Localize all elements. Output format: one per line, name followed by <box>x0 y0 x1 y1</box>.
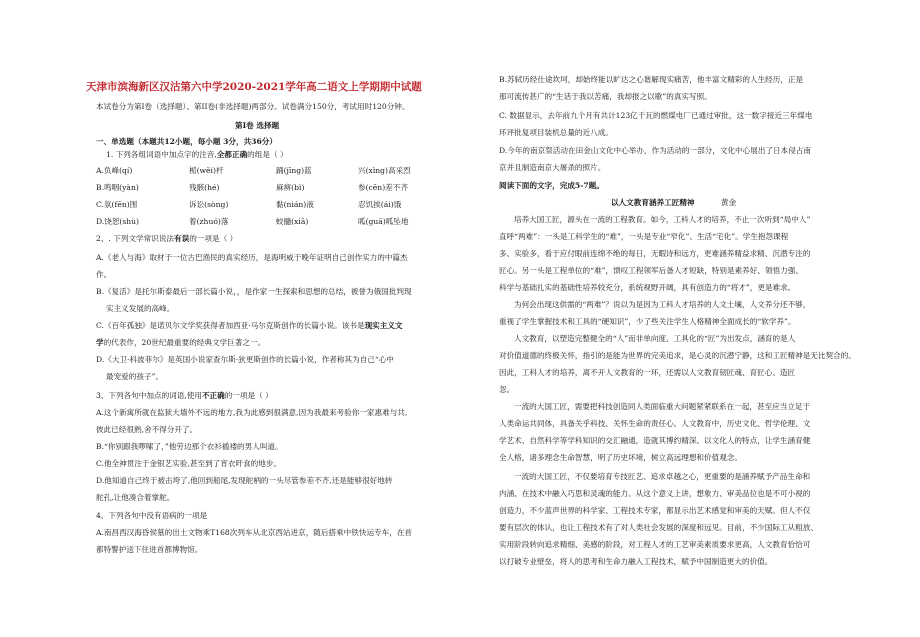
article-line: 培养大国工匠，源头在一流的工程教育。如今，工科人才的培养，不止一次听到“局中人” <box>514 215 811 224</box>
article-line: 以打破专业壁垒，将人的思考和生命力融入工程技术，赋予中国制造更大的价值。 <box>499 557 773 566</box>
q4-option-d[interactable]: D.今年的南京祭活动在田金山文化中心举办，作为活动的一部分，文化中心展出了日本侵占南 <box>499 146 811 155</box>
article-line: 一流的大国工匠，不仅要培育专技匠艺、追求卓越之心，更重要的是涵养赋予产品生命和 <box>514 472 811 481</box>
q2-stem: 2、. 下列文学常识说法有误的一项是（ ） <box>96 234 238 243</box>
article-line: 要有层次的体认，也让工程技术有了对人类社会发展的深度和远见。目前，不少国际工从粗放、 <box>499 523 818 532</box>
part1-heading: 第I卷 选择题 <box>235 121 280 130</box>
q1-option-c-word2: 诉讼(sòng) <box>189 200 229 209</box>
q4-option-c[interactable]: C. 数据显示，去年前九个月有共计123亿千瓦的燃煤电厂已通过审批，这一数字接近三年煤电 <box>499 111 813 120</box>
q1-stem: 1. 下列各组词语中加点字的注音,全都正确的组是（ ） <box>106 150 288 159</box>
article-line: 实用阶段转向追求精细、美感的阶段，对工程人才的工艺审美素质要求更高，人文教育恰恰可 <box>499 540 811 549</box>
q4-option-d-cont: 京并且制造南京大屠杀的照片。 <box>499 163 606 172</box>
q1-option-a-word3: 踊(jīng)蓝 <box>276 166 312 175</box>
q1-option-c[interactable]: C.氛(fēn)围 <box>96 200 138 209</box>
q4-option-a-cont: 都特警护送下住进首都博物馆。 <box>96 545 203 554</box>
q4-option-c-cont: 环评批复项目装机总量的近八成。 <box>499 128 613 137</box>
q2-option-c-cont: 学的代表作，20世纪最重要的经典文学巨著之一。 <box>96 338 266 347</box>
q1-option-a[interactable]: A.负峰(qí) <box>96 166 133 175</box>
q1-option-d-word2: 着(zhuó)落 <box>189 217 229 226</box>
q1-option-d[interactable]: D.饶恕(shù) <box>96 217 140 226</box>
article-line: 内涵、在技术中融入巧思和灵魂的能力。从这个意义上讲，想象力、审美品位也是不可小视的 <box>499 489 811 498</box>
article-title: 以人文教育涵养工匠精神 <box>611 198 695 207</box>
q1-option-b-word2: 残骸(hé) <box>189 183 220 192</box>
reading-instruction: 阅读下面的文字，完成5-7题。 <box>499 181 604 190</box>
q4-stem: 4、下列各句中没有语病的一项是 <box>96 511 208 520</box>
q3-option-c[interactable]: C.他全神贯注于金银艺实验,甚至到了宵衣旰食的地步。 <box>96 459 282 468</box>
q2-option-d-cont: 最宠爱的孩子”。 <box>106 372 164 381</box>
article-line: 人文教育，以塑造完整健全的“人”而非单向度、工具化的“匠”为出发点，涵育的是人 <box>514 334 796 343</box>
article-line: 学艺术、自然科学等学科知识的交汇融通，造就其博约精深、以文化人的特点，让学生涵育健 <box>499 436 811 445</box>
article-line: 直呼“两难”：一头是工科学生的“难”，一头是专业“窄化”、生活“宅化”。学生抱怨课程 <box>499 232 789 241</box>
article-line: 忽。 <box>499 385 515 394</box>
q2-option-d[interactable]: D.《大卫·科波菲尔》是英国小说家查尔斯·狄更斯创作的长篇小说，作者称其为自己“心中 <box>96 355 394 364</box>
q3-option-a[interactable]: A.这个新寓所就在监狱大墙外不远的地方,我为此感到很满意,因为我最来考验你一家惠难与共, <box>96 408 408 417</box>
q1-option-b-word3: 麻痹(bì) <box>276 183 305 192</box>
q1-option-c-word3: 黏(nián)液 <box>276 200 314 209</box>
q1-option-d-word4: 呱(guā)呱坠地 <box>358 217 409 226</box>
article-line: 科学与基础扎实的基础性培养较充分，系统视野开阔，具有创造力的“将才”，更是难求。 <box>499 283 796 292</box>
q3-option-a-cont: 彼此已经很熟,舍不得分开了。 <box>96 425 198 434</box>
article-line: 全人格，诸多理念生命智慧，明了历史坏境，树立高远理想和价值观念。 <box>499 453 742 462</box>
exam-intro: 本试卷分为第I卷（选择题）、第II卷(非选择题)两部分。试卷满分150分，考试用时120分钟。 <box>96 102 410 111</box>
article-line: 重视了学生掌握技术和工具的“硬知识”，少了些关注学生人格精神全面成长的“软学养”。 <box>499 317 796 326</box>
q1-option-b-word4: 参(cēn)差不齐 <box>358 183 408 192</box>
article-line: 多、实验多，看于应付眼前连绵不绝的每日，无暇诗和远方，更难涵养精益求精、沉潜专注的 <box>499 249 811 258</box>
section-heading: 一、单选题（本题共12小题，每小题 3分，共36分） <box>96 137 277 146</box>
page-title: 天津市滨海新区汉沽第六中学2020-2021学年高二语文上学期期中试题 <box>86 81 422 93</box>
q1-option-a-word2: 栀(wěi)杆 <box>189 166 224 175</box>
q2-option-b[interactable]: B.《复活》是托尔斯泰最后一部长篇小说，，是作家一生探索和思想的总结，被誉为俄国批判现 <box>96 287 412 296</box>
q2-option-a-cont: 作。 <box>96 270 112 279</box>
article-line: 为何会出现这供需的“两难”？说以为是因为工科人才培养的人文土壤，人文养分还不够， <box>514 300 811 309</box>
q1-option-d-word3: 蛟髓(xiā) <box>276 217 309 226</box>
q2-option-c[interactable]: C.《百年孤独》是诺贝尔文学奖获得者加西亚·马尔克斯创作的长篇小说。该书是现实主义文 <box>96 321 403 330</box>
article-line: 对价值道德的终极关怀，指引的是能为世界的完美追求，是心灵的沉潜宁静，这和工匠精神是无比契合的。 <box>499 351 856 360</box>
q2-option-a[interactable]: A.《老人与海》取材于一位古巴渔民的真实经历，是海明威于晚年证明自己创作实力的中篇杰 <box>96 253 408 262</box>
article-author: 黄金 <box>721 198 737 207</box>
article-line: 创造力，不少蓝声世界的科学家、工程技术专家，都显示出艺术感觉和审美的天赋。但人不仅 <box>499 506 811 515</box>
q4-option-b-cont: 那可流传甚广的“生话于我以苦痛，我却报之以歌”的真实写照。 <box>499 92 712 101</box>
q1-option-b[interactable]: B.鸣咽(yàn) <box>96 183 139 192</box>
q4-option-b[interactable]: B.苏轼历经仕途坎坷，却始终能以旷达之心谐解现实痛苦，他丰富文精彩的人生经历，正是 <box>499 75 804 84</box>
article-line: 匠心。另一头是工程单位的“难”，馈叹工程领军后备人才短缺，特别是素养好、领悟力强、 <box>499 266 803 275</box>
q1-option-c-word4: 忍饥挨(ái)饿 <box>358 200 402 209</box>
article-line: 人类命运共同体，具备关乎科技、关怀生命的责任心。人文教育中，历史文化、哲学伦理、文 <box>499 419 811 428</box>
q4-option-a[interactable]: A.南昌西汉海昏侯墓的出土文物乘T168次列车从北京西站进京，随后搭乘中铁快运专车，在首 <box>96 528 413 537</box>
q3-option-d[interactable]: D.他知道自己终于被击垮了,他回到船尾,发现舵柄的一头尽管参差不齐,还是能够很好地转 <box>96 476 393 485</box>
q2-option-b-cont: 实主义发展的高峰。 <box>106 304 175 313</box>
q3-option-b[interactable]: B.“你别跟我啰嗦了，”他劳边那个衣衫褴褛的男人叫道。 <box>96 442 283 451</box>
article-line: 因此，工科人才的培养，离不开人文教育的一环，还需以人文教育韧匠魂、育匠心、造匠 <box>499 368 796 377</box>
q3-option-d-cont: 舵孔,让他凑合着掌舵。 <box>96 493 175 502</box>
q1-option-a-word4: 兴(xìng)高采烈 <box>358 166 411 175</box>
article-line: 一流的大国工匠，需要把科技创造同人类面临重大问题紧紧联系在一起，甚至应当立足于 <box>514 402 811 411</box>
q3-stem: 3、下列各句中加点的词语,使用不正确的一项是（ ） <box>96 391 273 400</box>
